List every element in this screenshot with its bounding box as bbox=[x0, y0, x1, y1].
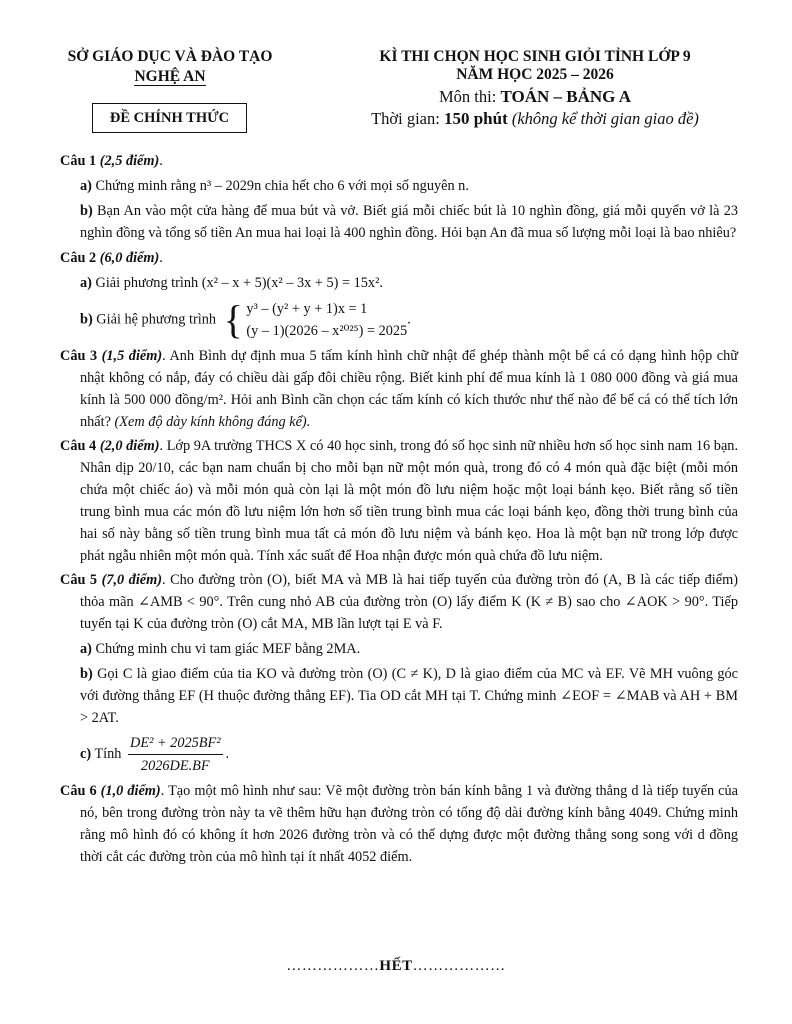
end-marker: ………………HẾT……………… bbox=[286, 958, 506, 974]
fraction-numerator: DE² + 2025BF² bbox=[128, 732, 223, 755]
system-equation-2: (y – 1)(2026 – x²⁰²⁵) = 2025 bbox=[246, 323, 408, 339]
question-2: Câu 2 (6,0 điểm). a) Giải phương trình (x² – x + 5)(x² – 3x + 5) = 15x². b) Giải hệ phương trình { y³ – (y² + y + 1)x = 1 (y – 1)(2026 – x²⁰²⁵) = 2025 . bbox=[60, 247, 738, 342]
question-5: Câu 5 (7,0 điểm). Cho đường tròn (O), biết MA và MB là hai tiếp tuyến của đường tròn đó (A, B là các tiếp điểm) thỏa mãn ∠AMB < 90°. Trên cung nhỏ AB của đường tròn (O) lấy điểm K (K ≠ B) sao cho ∠AOK > 90°. Tiếp tuyến tại K của đường tròn (O) cắt MA, MB lần lượt tại E và F. a) Chứng minh chu vi tam giác MEF bằng 2MA. b) Gọi C là giao điểm của tia KO và đường tròn (O) (C ≠ K), D là giao điểm của MC và EF. Vẽ MH vuông góc với đường thẳng EF (H thuộc đường thẳng EF). Tia OD cắt MH tại T. Chứng minh ∠EOF = ∠MAB và AH + BM > 2AT. c) Tính $\frac{\text{DE² + 2025BF²}}{2026DE.BF}$ . bbox=[60, 569, 738, 777]
department-name: SỞ GIÁO DỤC VÀ ĐÀO TẠO bbox=[67, 48, 273, 65]
question-5c: c) Tính $\frac{\text{DE² + 2025BF²}}{2026DE.BF}$ . bbox=[60, 732, 738, 777]
province-name: NGHỆ AN bbox=[134, 68, 206, 85]
question-1: Câu 1 (2,5 điểm). a) Chứng minh rằng n³ – 2029n chia hết cho 6 với mọi số nguyên n. b) Bạn An vào một cửa hàng để mua bút và vở. Biết giá mỗi chiếc bút là 10 nghìn đồng, giá mỗi quyển vở là 23 nghìn đồng và tổng số tiền An mua hai loại là 400 nghìn đồng. Hỏi bạn An đã mua số lượng mỗi loại là bao nhiêu? bbox=[60, 150, 738, 244]
question-6: Câu 6 (1,0 điểm). Tạo một mô hình như sau: Vẽ một đường tròn bán kính bằng 1 và đường thẳng d là tiếp tuyến của nó, bên trong đường tròn này ta vẽ thêm hữu hạn đường tròn có tổng độ dài đường kính bằng 4049. Chứng minh rằng mô hình đó có không ít hơn 2026 đường tròn và có thể dựng được một đường thẳng song song với d đồng thời cắt các đường tròn của mô hình tại ít nhất 4052 điểm. bbox=[60, 783, 739, 865]
question-5b: b) Gọi C là giao điểm của tia KO và đường tròn (O) (C ≠ K), D là giao điểm của MC và EF. Vẽ MH vuông góc với đường thẳng EF (H thuộc đường thẳng EF). Tia OD cắt MH tại T. Chứng minh ∠EOF = ∠MAB và AH + BM > 2AT. bbox=[80, 666, 738, 726]
subject-line: Môn thi: TOÁN – BẢNG A bbox=[439, 87, 631, 106]
time-note: (không kể thời gian giao đề) bbox=[511, 109, 699, 128]
system-equation-1: y³ – (y² + y + 1)x = 1 bbox=[246, 301, 368, 317]
exam-content bbox=[60, 150, 738, 870]
question-5a: a) Chứng minh chu vi tam giác MEF bằng 2MA. bbox=[80, 641, 361, 657]
question-3: Câu 3 (1,5 điểm). Anh Bình dự định mua 5 tấm kính hình chữ nhật để ghép thành một bể cá có dạng hình hộp chữ nhật không có nắp, đáy có chiều dài gấp đôi chiều rộng. Biết kinh phí để mua kính là 1 080 000 đồng và giá mua kính là 500 000 đồng/m². Hỏi anh Bình cần chọn các tấm kính có kích thước như thế nào để bể cá có thể tích lớn nhất? (Xem độ dày kính không đáng kể). bbox=[60, 348, 738, 430]
time-value: 150 phút bbox=[443, 109, 508, 128]
question-1b: b) Bạn An vào một cửa hàng để mua bút và vở. Biết giá mỗi chiếc bút là 10 nghìn đồng, giá mỗi quyển vở là 23 nghìn đồng và tổng số tiền An mua hai loại là 400 nghìn đồng. Hỏi bạn An đã mua số lượng mỗi loại là bao nhiêu? bbox=[80, 203, 739, 241]
equation-system: { y³ – (y² + y + 1)x = 1 (y – 1)(2026 – x²⁰²⁵) = 2025 bbox=[223, 297, 408, 342]
question-1a: a) Chứng minh rằng n³ – 2029n chia hết cho 6 với mọi số nguyên n. bbox=[80, 178, 469, 194]
question-4: Câu 4 (2,0 điểm). Lớp 9A trường THCS X có 40 học sinh, trong đó số học sinh nữ nhiều hơn số học sinh nam 16 bạn. Nhân dịp 20/10, các bạn nam chuẩn bị cho mỗi bạn nữ một món quà, trong đó có 4 món quà đặc biệt (mỗi món chứa một chiếc áo) và mỗi món quà còn lại là một món đồ lưu niệm hoặc một loại bánh kẹo. Biết rằng số tiền trung bình mua các món đồ lưu niệm lớn hơn số tiền trung bình mua các loại bánh kẹo, đồng thời trung bình của hai số này bằng số tiền trung bình mua tất cả món đồ lưu niệm và bánh kẹo. Hoa là một bạn nữ trong lớp được phát ngẫu nhiên một món quà. Tính xác suất để Hoa nhận được món quà chứa đồ lưu niệm. bbox=[60, 438, 739, 564]
question-2b: b) Giải hệ phương trình { y³ – (y² + y + 1)x = 1 (y – 1)(2026 – x²⁰²⁵) = 2025 . bbox=[80, 297, 411, 342]
official-exam-label: ĐỀ CHÍNH THỨC bbox=[92, 103, 247, 133]
fraction bbox=[128, 732, 223, 777]
end-word: HẾT bbox=[379, 958, 413, 974]
subject: TOÁN – BẢNG A bbox=[500, 87, 631, 106]
question-2a: a) Giải phương trình (x² – x + 5)(x² – 3x + 5) = 15x². bbox=[80, 275, 383, 291]
exam-title: KÌ THI CHỌN HỌC SINH GIỎI TỈNH LỚP 9 bbox=[379, 48, 691, 65]
exam-header bbox=[345, 48, 725, 129]
time-line: Thời gian: 150 phút (không kể thời gian giao đề) bbox=[371, 109, 699, 128]
department-header bbox=[60, 48, 280, 86]
fraction-denominator: 2026DE.BF bbox=[140, 758, 210, 774]
school-year: NĂM HỌC 2025 – 2026 bbox=[456, 66, 614, 83]
